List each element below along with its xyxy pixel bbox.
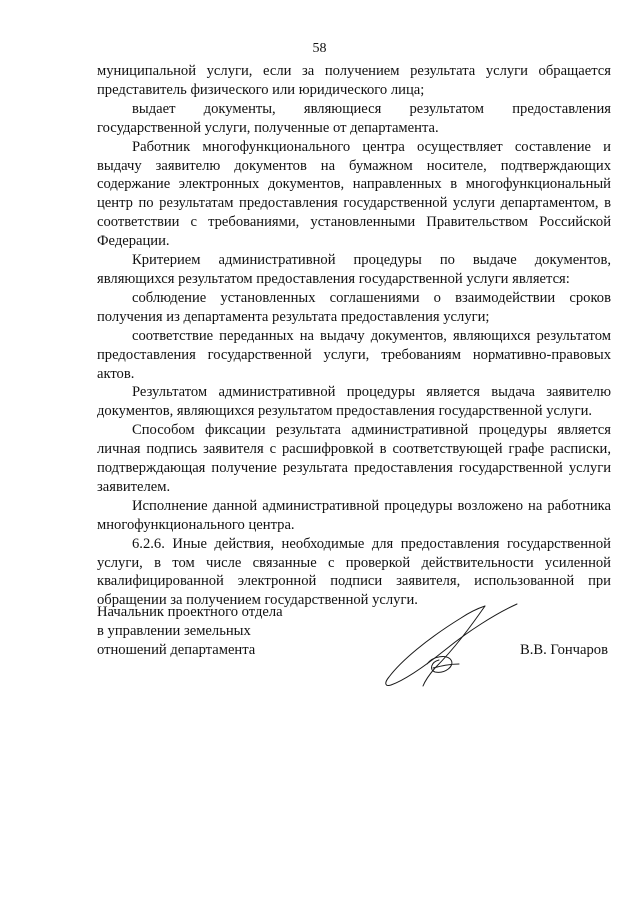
paragraph-10: 6.2.6. Иные действия, необходимые для предоставления государственной услуги, в том числе связанные с проверкой действительности усиленной квалифицированной электронной подписи заявителя, использованной при обращении за получением государственной услуги. bbox=[97, 535, 611, 609]
paragraph-5: соблюдение установленных соглашениями о взаимодействии сроков получения из департамента результата предоставления услуги; bbox=[97, 289, 611, 325]
handwritten-signature bbox=[375, 598, 525, 693]
position-line-2: в управлении земельных bbox=[97, 622, 251, 639]
paragraph-3: Работник многофункционального центра осуществляет составление и выдачу заявителю документов на бумажном носителе, подтверждающих содержание электронных документов, направленных в многофункциональный центр по результатам предоставления государственной услуги департаментом, в соответствии с требованиями, установленными Правительством Российской Федерации. bbox=[97, 138, 611, 250]
page-number: 58 bbox=[312, 41, 327, 56]
position-line-3: отношений департамента bbox=[97, 641, 256, 658]
signer-name: В.В. Гончаров bbox=[520, 642, 608, 658]
paragraph-8: Способом фиксации результата административной процедуры является личная подпись заявителя с расшифровкой в соответствующей графе расписки, подтверждающая получение результата предоставления государственной услуги заявителем. bbox=[97, 422, 611, 495]
paragraph-7: Результатом административной процедуры является выдача заявителю документов, являющихся результатом предоставления государственной услуги. bbox=[97, 384, 611, 420]
paragraph-9: Исполнение данной административной процедуры возложено на работника многофункционального центра. bbox=[97, 497, 611, 533]
paragraph-4: Критерием административной процедуры по выдаче документов, являющихся результатом предоставления государственной услуги является: bbox=[97, 252, 611, 287]
document-body bbox=[97, 62, 611, 610]
paragraph-1: муниципальной услуги, если за получением результата услуги обращается представитель физического или юридического лица; bbox=[97, 63, 611, 98]
paragraph-2: выдает документы, являющиеся результатом предоставления государственной услуги, полученные от департамента. bbox=[97, 100, 611, 136]
signatory-position bbox=[97, 603, 283, 660]
paragraph-6: соответствие переданных на выдачу документов, являющихся результатом предоставления государственной услуги, требованиям нормативно-правовых актов. bbox=[97, 327, 611, 382]
position-line-1: Начальник проектного отдела bbox=[97, 604, 283, 620]
